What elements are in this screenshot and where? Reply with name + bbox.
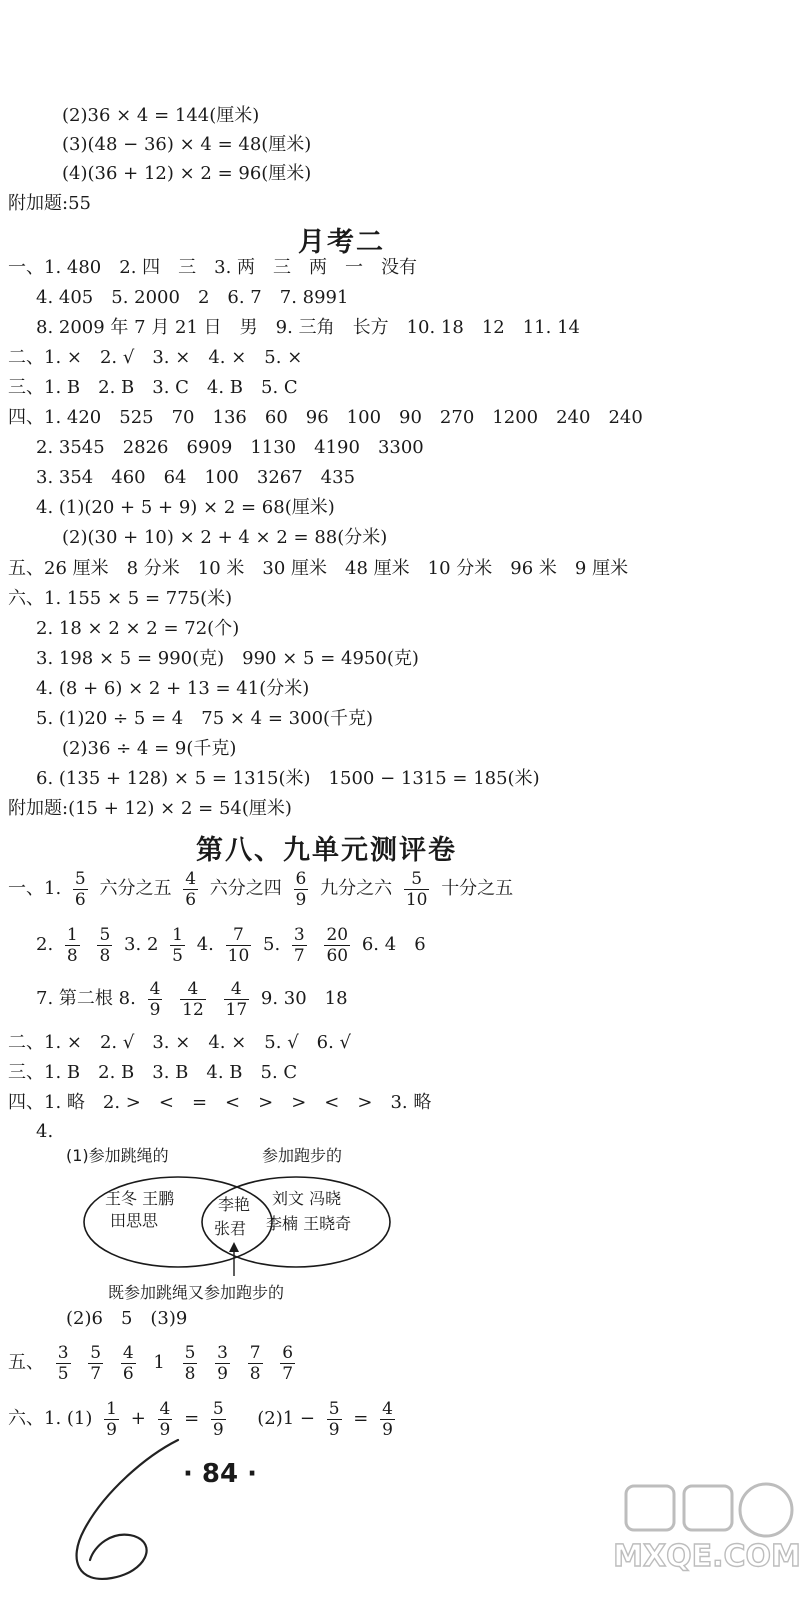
yk-s1-l1: 一、1. 480 2. 四 三 3. 两 三 两 一 没有 <box>8 257 418 278</box>
fraction: $\frac{7}{10}$ <box>227 924 250 966</box>
yk-s1-l3: 8. 2009 年 7 月 21 日 男 9. 三角 长方 10. 18 12 11. 14 <box>36 317 580 338</box>
yk-s1-l2: 4. 405 5. 2000 2 6. 7 7. 8991 <box>36 287 349 308</box>
unit-s3: 三、1. B 2. B 3. B 4. B 5. C <box>8 1062 298 1083</box>
watermark-text: MXQE.COM <box>613 1539 801 1574</box>
yk-s5: 五、26 厘米 8 分米 10 米 30 厘米 48 厘米 10 分米 96 米 9 厘米 <box>8 558 629 579</box>
fraction: $\frac{5}{8}$ <box>184 1342 196 1384</box>
yk-s4-l1: 四、1. 420 525 70 136 60 96 100 90 270 1200 240 240 <box>8 407 643 428</box>
top-extra: 附加题:55 <box>8 193 91 214</box>
yk-s6-l4: 4. (8 + 6) × 2 + 13 = 41(分米) <box>36 678 310 699</box>
unit-s2: 二、1. × 2. √ 3. × 4. × 5. √ 6. √ <box>8 1032 352 1053</box>
fraction: $\frac{5}{9}$ <box>212 1398 224 1440</box>
venn-pointer-arrow <box>229 1242 239 1252</box>
yk-s4-l2: 2. 3545 2826 6909 1130 4190 3300 <box>36 437 424 458</box>
yk-s6-l3: 3. 198 × 5 = 990(克) 990 × 5 = 4950(克) <box>36 648 419 669</box>
fraction: $\frac{6}{9}$ <box>295 868 307 910</box>
yk-s6-l5: 5. (1)20 ÷ 5 = 4 75 × 4 = 300(千克) <box>36 708 374 729</box>
yk-s2: 二、1. × 2. √ 3. × 4. × 5. × <box>8 347 303 368</box>
yk-s6-l2: 2. 18 × 2 × 2 = 72(个) <box>36 618 240 639</box>
fraction: $\frac{1}{5}$ <box>172 924 183 966</box>
venn-right-label: 参加跑步的 <box>262 1146 343 1165</box>
unit-s6: 六、1. (1) $\frac{1}{9}$ + $\frac{4}{9}$ = $\frac{5}{9}$ (2)1 − $\frac{5}{9}$ = $\frac{4}{9}$ <box>8 1398 393 1440</box>
fraction: $\frac{5}{6}$ <box>74 868 86 910</box>
top-line-3: (3)(48 − 36) × 4 = 48(厘米) <box>62 134 312 155</box>
top-line-4: (4)(36 + 12) × 2 = 96(厘米) <box>62 163 312 184</box>
unit-s4-l1: 四、1. 略 2. > < = < > > < > 3. 略 <box>8 1092 432 1113</box>
watermark-logo <box>612 1474 802 1594</box>
fraction: $\frac{4}{17}$ <box>225 978 248 1020</box>
fraction: $\frac{20}{60}$ <box>326 924 349 966</box>
venn-mid-names-2: 张君 <box>214 1219 247 1238</box>
fraction: $\frac{4}{6}$ <box>185 868 197 910</box>
unit-s4-q4: 4. <box>36 1121 54 1142</box>
venn-right-names-2: 李楠 王晓奇 <box>266 1214 352 1233</box>
yk-s4-l4: 4. (1)(20 + 5 + 9) × 2 = 68(厘米) <box>36 497 335 518</box>
fraction: $\frac{3}{7}$ <box>293 924 305 966</box>
venn-left-names-2: 田思思 <box>110 1211 159 1230</box>
fraction: $\frac{4}{9}$ <box>159 1398 171 1440</box>
yk-s4-l3: 3. 354 460 64 100 3267 435 <box>36 467 356 488</box>
unit-s4-l23: (2)6 5 (3)9 <box>66 1308 188 1329</box>
yk-s3: 三、1. B 2. B 3. C 4. B 5. C <box>8 377 298 398</box>
unit-s1-row1: 一、1. $\frac{5}{6}$ 六分之五 $\frac{4}{6}$ 六分之四 $\frac{6}{9}$ 九分之六 $\frac{5}{10}$ 十分之五 <box>8 868 514 910</box>
yk-s4-l5: (2)(30 + 10) × 2 + 4 × 2 = 88(分米) <box>62 527 388 548</box>
fraction: $\frac{1}{8}$ <box>66 924 78 966</box>
fraction: $\frac{5}{8}$ <box>99 924 111 966</box>
fraction: $\frac{1}{9}$ <box>106 1398 117 1440</box>
yk-s6-l1: 六、1. 155 × 5 = 775(米) <box>8 588 233 609</box>
venn-right-names-1: 刘文 冯晓 <box>272 1189 342 1208</box>
unit-s1-row3: 7. 第二根 8. $\frac{4}{9}$ $\frac{4}{12}$ $\frac{4}{17}$ 9. 30 18 <box>36 978 348 1020</box>
yk-s6-l6: (2)36 ÷ 4 = 9(千克) <box>62 738 237 759</box>
fraction: $\frac{5}{10}$ <box>405 868 428 910</box>
top-line-2: (2)36 × 4 = 144(厘米) <box>62 105 260 126</box>
handwritten-six-mark <box>60 1432 260 1592</box>
venn-both-label: 既参加跳绳又参加跑步的 <box>108 1283 285 1302</box>
fraction: $\frac{3}{5}$ <box>57 1342 69 1384</box>
venn-left-label: (1)参加跳绳的 <box>66 1146 169 1165</box>
page-number: · 84 · <box>183 1459 258 1489</box>
venn-left-names-1: 王冬 王鹏 <box>105 1189 175 1208</box>
fraction: $\frac{5}{9}$ <box>328 1398 340 1440</box>
fraction: $\frac{4}{12}$ <box>182 978 204 1020</box>
unit-s1-row2: 2. $\frac{1}{8}$ $\frac{5}{8}$ 3. 2 $\frac{1}{5}$ 4. $\frac{7}{10}$ 5. $\frac{3}{7}$ $\frac{20}{60}$ 6. 4 6 <box>36 924 426 966</box>
fraction: $\frac{5}{7}$ <box>90 1342 102 1384</box>
fraction: $\frac{7}{8}$ <box>249 1342 261 1384</box>
unit-s5: 五、 $\frac{3}{5}$ $\frac{5}{7}$ $\frac{4}{6}$ 1 $\frac{5}{8}$ $\frac{3}{9}$ $\frac{7}{8}$ $\frac{6}{7}$ <box>8 1342 294 1384</box>
fraction: $\frac{4}{9}$ <box>382 1398 393 1440</box>
fraction: $\frac{6}{7}$ <box>282 1342 294 1384</box>
fraction: $\frac{3}{9}$ <box>217 1342 228 1384</box>
section-title-unit: 第八、九单元测评卷 <box>196 835 457 866</box>
venn-mid-names-1: 李艳 <box>218 1195 251 1214</box>
fraction: $\frac{4}{9}$ <box>149 978 161 1020</box>
yk-extra: 附加题:(15 + 12) × 2 = 54(厘米) <box>8 798 292 819</box>
fraction: $\frac{4}{6}$ <box>122 1342 134 1384</box>
section-title-yuekao: 月考二 <box>298 227 385 258</box>
yk-s6-l7: 6. (135 + 128) × 5 = 1315(米) 1500 − 1315 = 185(米) <box>36 768 540 789</box>
